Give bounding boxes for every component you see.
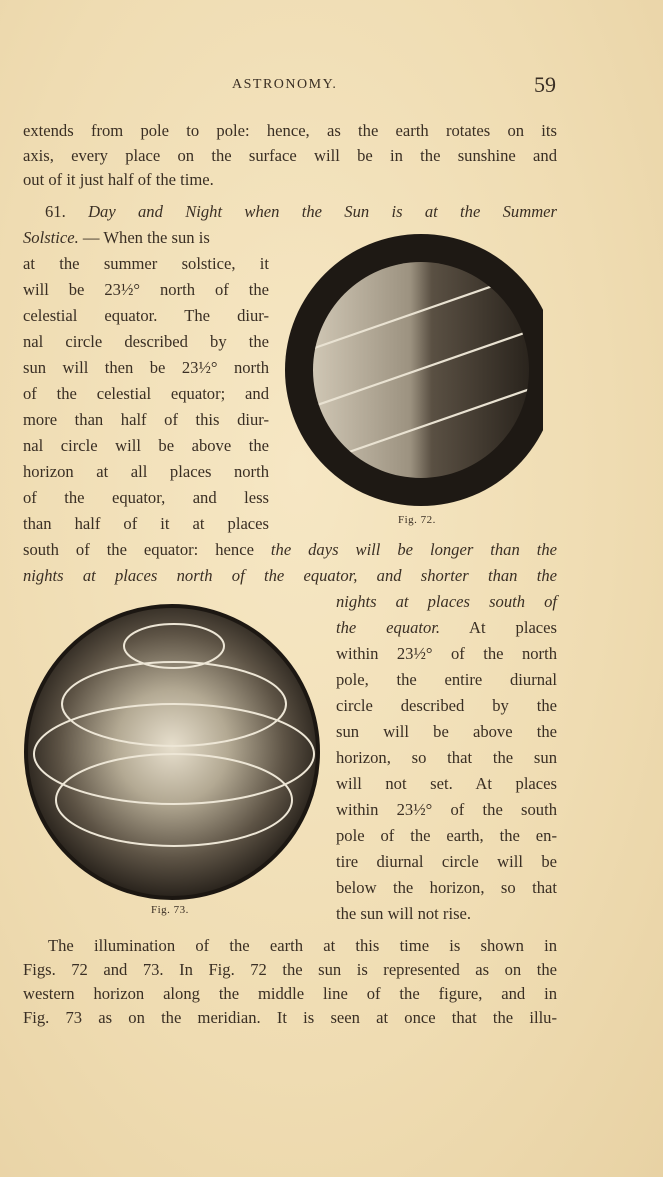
section-title-part-1: Day and Night when the Sun is at the Summer — [88, 202, 558, 221]
right-line: tire diurnal circle will be — [336, 852, 557, 871]
right-line — [336, 618, 557, 638]
para1-line-3: out of it just half of the time. — [23, 170, 214, 189]
full-line-a-italic: the days will be longer than the — [270, 540, 557, 559]
section-heading-line-1 — [45, 202, 557, 222]
figure-73-illustration — [24, 604, 324, 904]
section-dash-text: — When the sun is — [78, 228, 210, 247]
right-line: pole, the entire diurnal — [336, 670, 557, 689]
running-title: ASTRONOMY. — [232, 77, 338, 92]
wrapped-line: more than half of this diur- — [23, 410, 269, 429]
wrapped-line: will be 23½° north of the — [23, 280, 269, 299]
right-line: within 23½° of the north — [336, 644, 557, 663]
section-title-part-2: Solstice. — [23, 228, 79, 247]
figure-73-caption: Fig. 73. — [151, 904, 189, 916]
para3-line-1: The illumination of the earth at this time is shown in — [48, 936, 557, 955]
full-line-a — [23, 540, 557, 560]
para1-line-1: extends from pole to pole: hence, as the earth rotates on its — [23, 121, 557, 140]
wrapped-line: at the summer solstice, it — [23, 254, 269, 273]
right-line: will not set. At places — [336, 774, 557, 793]
right-line: nights at places south of — [336, 592, 557, 611]
right-line: below the horizon, so that — [336, 878, 557, 897]
para1-line-2: axis, every place on the surface will be in the sunshine and — [23, 146, 557, 165]
wrapped-line: celestial equator. The diur- — [23, 306, 269, 325]
para3-line-2: Figs. 72 and 73. In Fig. 72 the sun is represented as on the — [23, 960, 557, 979]
wrapped-line: of the celestial equator; and — [23, 384, 269, 403]
right-line: the sun will not rise. — [336, 904, 472, 923]
right-line-italic: the equator. — [336, 618, 441, 637]
right-line: sun will be above the — [336, 722, 557, 741]
wrapped-line: horizon at all places north — [23, 462, 269, 481]
wrapped-line: sun will then be 23½° north — [23, 358, 269, 377]
page-number: 59 — [534, 72, 556, 97]
right-line: within 23½° of the south — [336, 800, 557, 819]
wrapped-line: nal circle described by the — [23, 332, 269, 351]
right-line-rest: At places — [440, 618, 557, 637]
full-line-a-text: south of the equator: hence — [23, 540, 254, 559]
wrapped-line: nal circle will be above the — [23, 436, 269, 455]
section-heading-line-2 — [23, 228, 210, 248]
para3-line-3: western horizon along the middle line of the figure, and in — [23, 984, 557, 1003]
right-line: pole of the earth, the en- — [336, 826, 557, 845]
right-line: horizon, so that the sun — [336, 748, 557, 767]
figure-72-illustration — [283, 232, 543, 512]
para3-line-4: Fig. 73 as on the meridian. It is seen at once that the illu- — [23, 1008, 557, 1027]
wrapped-line: of the equator, and less — [23, 488, 269, 507]
section-number: 61. — [45, 202, 66, 221]
figure-72-caption: Fig. 72. — [398, 514, 436, 526]
wrapped-line: than half of it at places — [23, 514, 269, 533]
right-line: circle described by the — [336, 696, 557, 715]
full-line-b: nights at places north of the equator, and shorter than the — [23, 566, 557, 585]
